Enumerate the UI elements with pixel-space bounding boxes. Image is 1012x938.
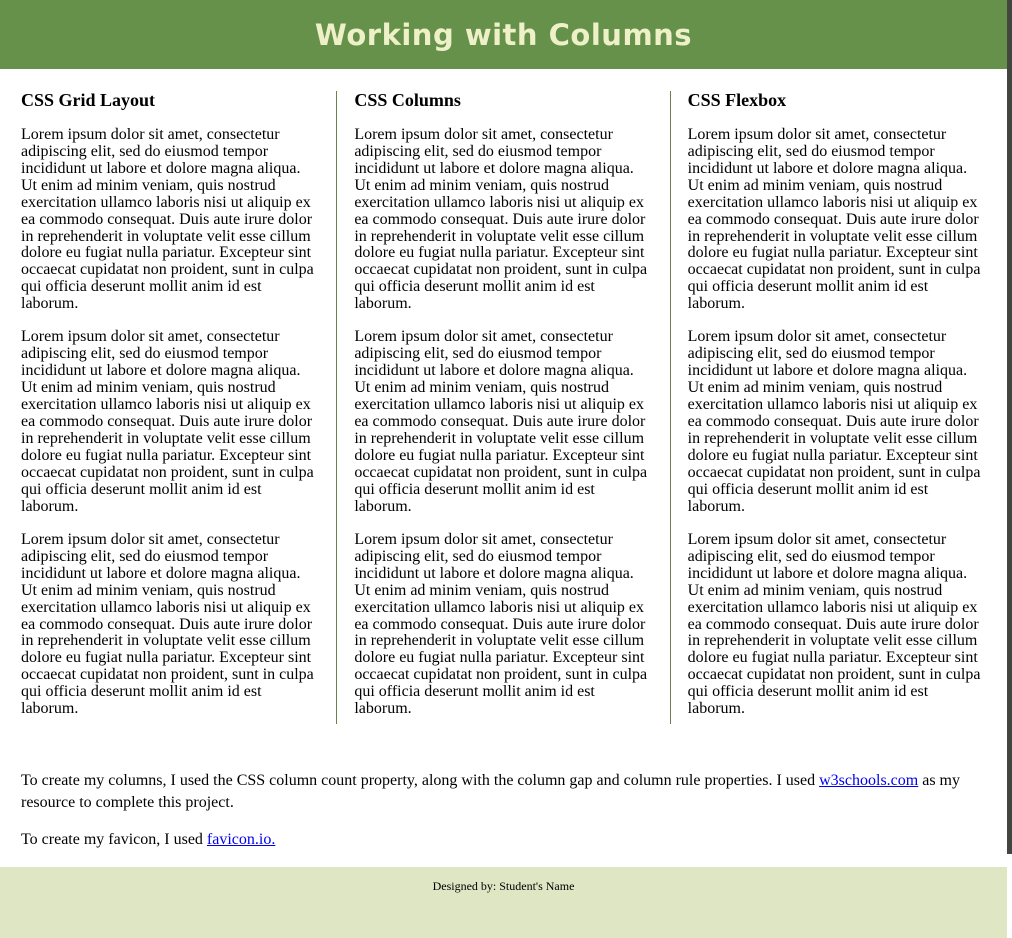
column-css-grid-layout bbox=[21, 91, 319, 724]
notes-section bbox=[21, 770, 986, 867]
column-paragraph: Lorem ipsum dolor sit amet, consectetur adipiscing elit, sed do eiusmod tempor incididunt ut labore et dolore magna aliqua. Ut enim ad minim veniam, quis nostrud exercitation ullamco laboris nisi ut aliquip ex ea commodo consequat. Duis aute irure dolor in reprehenderit in voluptate velit esse cillum dolore eu fugiat nulla pariatur. Excepteur sint occaecat cupidatat non proident, sunt in culpa qui officia deserunt mollit anim id est laborum. bbox=[354, 328, 648, 515]
column-heading-flexbox: CSS Flexbox bbox=[687, 90, 787, 110]
column-paragraph: Lorem ipsum dolor sit amet, consectetur adipiscing elit, sed do eiusmod tempor incididunt ut labore et dolore magna aliqua. Ut enim ad minim veniam, quis nostrud exercitation ullamco laboris nisi ut aliquip ex ea commodo consequat. Duis aute irure dolor in reprehenderit in voluptate velit esse cillum dolore eu fugiat nulla pariatur. Excepteur sint occaecat cupidatat non proident, sunt in culpa qui officia deserunt mollit anim id est laborum. bbox=[687, 328, 981, 515]
columns-note-text: To create my columns, I used the CSS column count property, along with the column gap and column rule properties. I used bbox=[21, 772, 820, 790]
column-paragraph: Lorem ipsum dolor sit amet, consectetur adipiscing elit, sed do eiusmod tempor incididunt ut labore et dolore magna aliqua. Ut enim ad minim veniam, quis nostrud exercitation ullamco laboris nisi ut aliquip ex ea commodo consequat. Duis aute irure dolor in reprehenderit in voluptate velit esse cillum dolore eu fugiat nulla pariatur. Excepteur sint occaecat cupidatat non proident, sunt in culpa qui officia deserunt mollit anim id est laborum. bbox=[21, 125, 314, 313]
page-header bbox=[0, 0, 1007, 69]
column-heading-columns: CSS Columns bbox=[354, 90, 461, 110]
column-css-columns bbox=[354, 91, 652, 724]
column-paragraph: Lorem ipsum dolor sit amet, consectetur adipiscing elit, sed do eiusmod tempor incididunt ut labore et dolore magna aliqua. Ut enim ad minim veniam, quis nostrud exercitation ullamco laboris nisi ut aliquip ex ea commodo consequat. Duis aute irure dolor in reprehenderit in voluptate velit esse cillum dolore eu fugiat nulla pariatur. Excepteur sint occaecat cupidatat non proident, sunt in culpa qui officia deserunt mollit anim id est laborum. bbox=[687, 125, 981, 313]
column-paragraph: Lorem ipsum dolor sit amet, consectetur adipiscing elit, sed do eiusmod tempor incididunt ut labore et dolore magna aliqua. Ut enim ad minim veniam, quis nostrud exercitation ullamco laboris nisi ut aliquip ex ea commodo consequat. Duis aute irure dolor in reprehenderit in voluptate velit esse cillum dolore eu fugiat nulla pariatur. Excepteur sint occaecat cupidatat non proident, sunt in culpa qui officia deserunt mollit anim id est laborum. bbox=[687, 530, 981, 718]
favicon-note bbox=[21, 829, 986, 851]
column-rule-divider bbox=[336, 91, 337, 724]
column-css-flexbox bbox=[688, 91, 986, 724]
column-rule-divider bbox=[670, 91, 671, 724]
favicon-link[interactable]: favicon.io. bbox=[206, 831, 276, 849]
column-paragraph: Lorem ipsum dolor sit amet, consectetur adipiscing elit, sed do eiusmod tempor incididunt ut labore et dolore magna aliqua. Ut enim ad minim veniam, quis nostrud exercitation ullamco laboris nisi ut aliquip ex ea commodo consequat. Duis aute irure dolor in reprehenderit in voluptate velit esse cillum dolore eu fugiat nulla pariatur. Excepteur sint occaecat cupidatat non proident, sunt in culpa qui officia deserunt mollit anim id est laborum. bbox=[354, 530, 648, 718]
column-paragraph: Lorem ipsum dolor sit amet, consectetur adipiscing elit, sed do eiusmod tempor incididunt ut labore et dolore magna aliqua. Ut enim ad minim veniam, quis nostrud exercitation ullamco laboris nisi ut aliquip ex ea commodo consequat. Duis aute irure dolor in reprehenderit in voluptate velit esse cillum dolore eu fugiat nulla pariatur. Excepteur sint occaecat cupidatat non proident, sunt in culpa qui officia deserunt mollit anim id est laborum. bbox=[21, 328, 314, 515]
favicon-note-text: To create my favicon, I used bbox=[21, 831, 207, 849]
columns-note-text-after: as my resource to complete this project. bbox=[21, 772, 960, 811]
column-paragraph: Lorem ipsum dolor sit amet, consectetur adipiscing elit, sed do eiusmod tempor incididunt ut labore et dolore magna aliqua. Ut enim ad minim veniam, quis nostrud exercitation ullamco laboris nisi ut aliquip ex ea commodo consequat. Duis aute irure dolor in reprehenderit in voluptate velit esse cillum dolore eu fugiat nulla pariatur. Excepteur sint occaecat cupidatat non proident, sunt in culpa qui officia deserunt mollit anim id est laborum. bbox=[354, 125, 648, 313]
footer-credit: Designed by: Student's Name bbox=[432, 879, 575, 894]
columns-note bbox=[21, 770, 986, 813]
column-heading-grid: CSS Grid Layout bbox=[21, 90, 156, 110]
footer bbox=[0, 867, 1007, 938]
window-edge bbox=[1007, 0, 1012, 854]
columns-section bbox=[0, 69, 1007, 724]
page-title: Working with Columns bbox=[314, 17, 693, 52]
column-paragraph: Lorem ipsum dolor sit amet, consectetur adipiscing elit, sed do eiusmod tempor incididunt ut labore et dolore magna aliqua. Ut enim ad minim veniam, quis nostrud exercitation ullamco laboris nisi ut aliquip ex ea commodo consequat. Duis aute irure dolor in reprehenderit in voluptate velit esse cillum dolore eu fugiat nulla pariatur. Excepteur sint occaecat cupidatat non proident, sunt in culpa qui officia deserunt mollit anim id est laborum. bbox=[21, 530, 314, 718]
w3schools-link[interactable]: w3schools.com bbox=[819, 772, 919, 790]
